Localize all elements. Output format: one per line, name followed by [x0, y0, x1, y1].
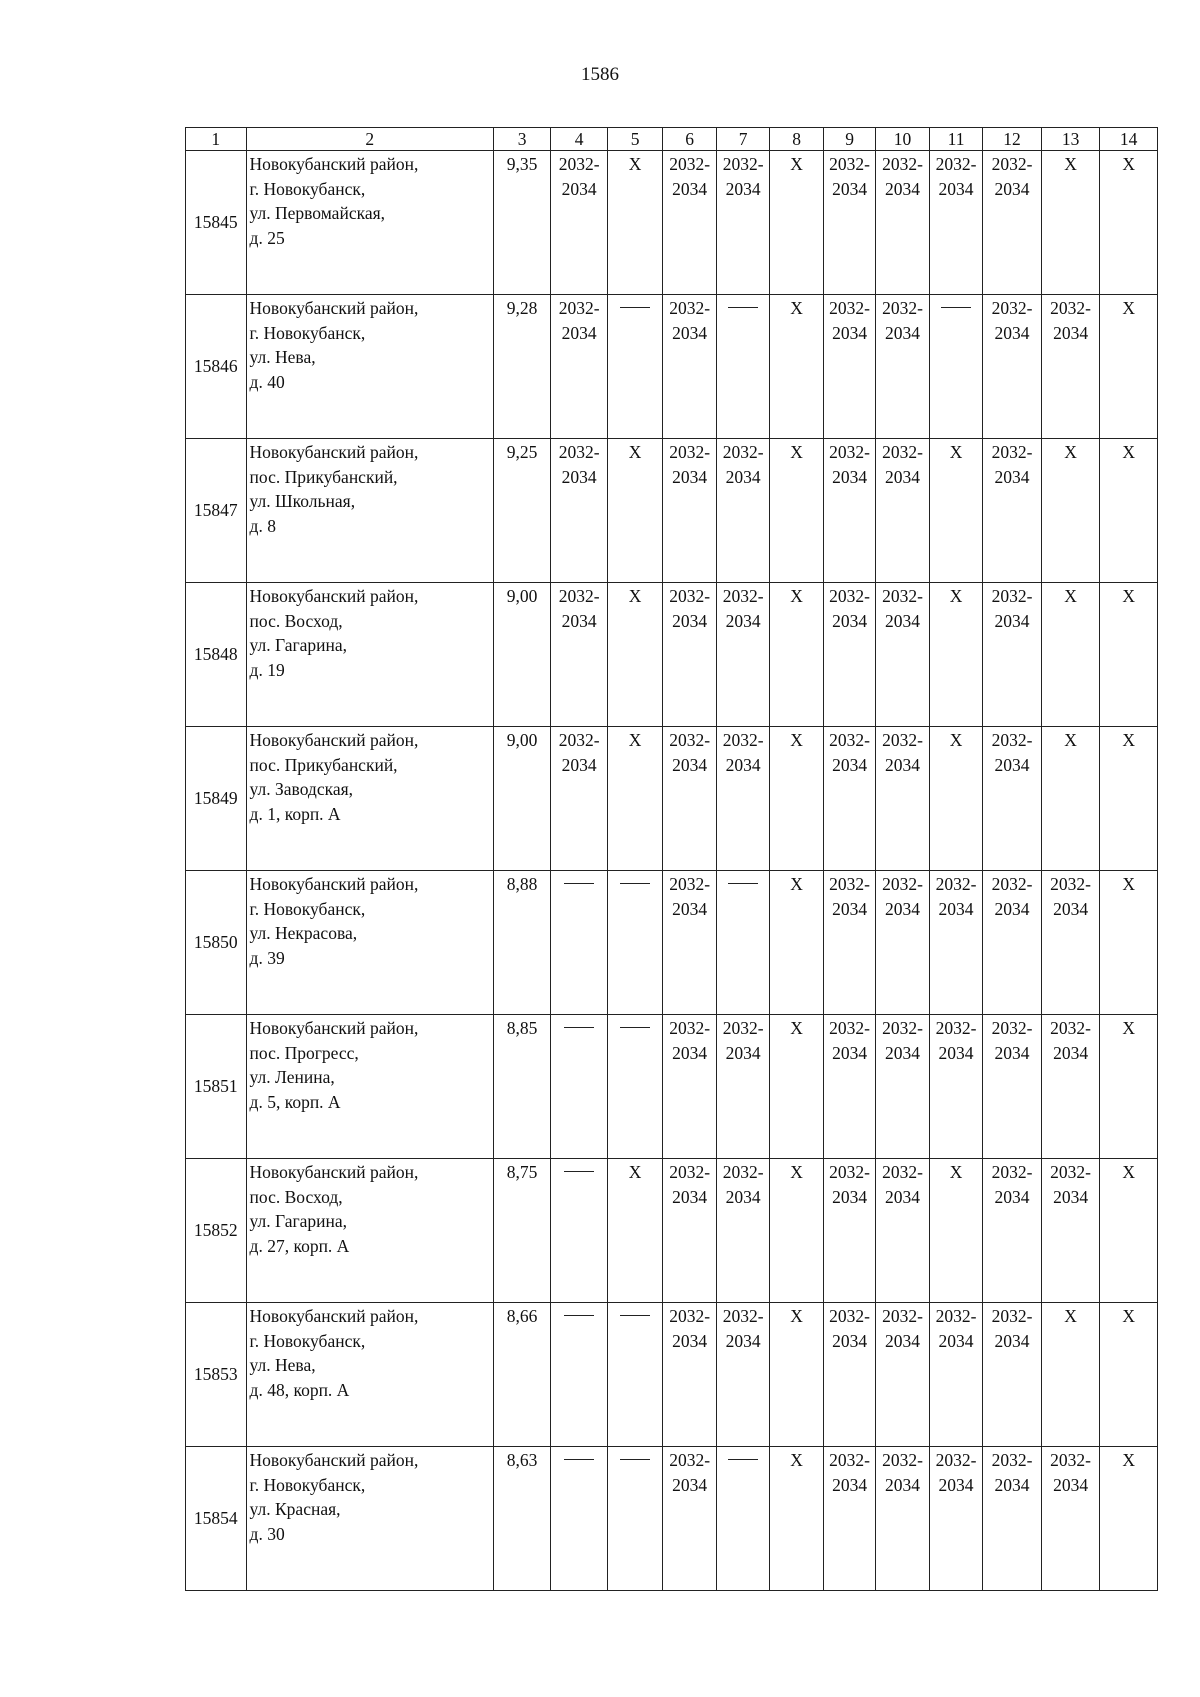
address-line: ул. Ленина, — [249, 1067, 335, 1087]
dash-mark — [564, 1315, 594, 1316]
table-row — [186, 727, 1158, 871]
table-row — [186, 583, 1158, 727]
address-cell — [246, 151, 493, 295]
value-cell: X — [607, 151, 663, 295]
value-cell: 2032- 2034 — [876, 439, 929, 583]
address-line: Новокубанский район, — [249, 586, 419, 606]
value-cell — [607, 871, 663, 1015]
area-value: 8,88 — [493, 871, 551, 1015]
value-cell: 2032- 2034 — [716, 583, 769, 727]
address-line: Новокубанский район, — [249, 154, 419, 174]
value-cell: 2032- 2034 — [876, 1159, 929, 1303]
value-cell: X — [1100, 1015, 1158, 1159]
value-cell: X — [1100, 871, 1158, 1015]
column-header: 1 — [186, 128, 247, 151]
value-cell — [607, 1447, 663, 1591]
value-cell: X — [770, 439, 823, 583]
value-cell: 2032- 2034 — [663, 1159, 716, 1303]
value-cell: 2032- 2034 — [716, 1159, 769, 1303]
value-cell: X — [607, 1159, 663, 1303]
value-cell: 2032- 2034 — [1041, 1015, 1100, 1159]
value-cell: X — [770, 151, 823, 295]
address-line: ул. Заводская, — [249, 779, 354, 799]
value-cell: 2032- 2034 — [983, 1303, 1042, 1447]
row-number: 15851 — [186, 1015, 247, 1159]
value-cell: X — [1100, 1303, 1158, 1447]
value-cell: X — [1100, 439, 1158, 583]
value-cell: 2032- 2034 — [823, 1303, 875, 1447]
value-cell: 2032- 2034 — [823, 727, 875, 871]
address-line: Новокубанский район, — [249, 730, 419, 750]
value-cell: X — [929, 727, 982, 871]
value-cell: X — [1100, 1447, 1158, 1591]
value-cell: X — [929, 583, 982, 727]
value-cell: 2032- 2034 — [663, 583, 716, 727]
table-row — [186, 1447, 1158, 1591]
dash-mark — [620, 307, 650, 308]
value-cell: 2032- 2034 — [716, 439, 769, 583]
value-cell: X — [1100, 151, 1158, 295]
address-line: г. Новокубанск, — [249, 898, 366, 919]
value-cell: X — [770, 1159, 823, 1303]
value-cell: 2032- 2034 — [823, 439, 875, 583]
row-number: 15852 — [186, 1159, 247, 1303]
row-number: 15845 — [186, 151, 247, 295]
value-cell: 2032- 2034 — [823, 295, 875, 439]
address-line: пос. Восход, — [249, 610, 343, 631]
value-cell — [716, 1447, 769, 1591]
address-line: ул. Гагарина, — [249, 1211, 348, 1231]
value-cell — [607, 1303, 663, 1447]
dash-mark — [728, 883, 758, 884]
dash-mark — [620, 1315, 650, 1316]
address-line: Новокубанский район, — [249, 1018, 419, 1038]
address-line: д. 27, корп. А — [249, 1235, 350, 1256]
value-cell: 2032- 2034 — [983, 1159, 1042, 1303]
value-cell: X — [1041, 1303, 1100, 1447]
table-row — [186, 871, 1158, 1015]
dash-mark — [564, 1171, 594, 1172]
value-cell: 2032- 2034 — [663, 1303, 716, 1447]
value-cell: X — [607, 583, 663, 727]
area-value: 8,75 — [493, 1159, 551, 1303]
value-cell: X — [770, 871, 823, 1015]
page-number: 1586 — [581, 64, 619, 85]
value-cell: 2032- 2034 — [663, 295, 716, 439]
value-cell: 2032- 2034 — [663, 151, 716, 295]
value-cell: X — [929, 1159, 982, 1303]
value-cell: 2032- 2034 — [929, 1015, 982, 1159]
row-number: 15846 — [186, 295, 247, 439]
value-cell: X — [1041, 151, 1100, 295]
address-line: пос. Прикубанский, — [249, 466, 398, 487]
value-cell: 2032- 2034 — [983, 439, 1042, 583]
address-line: Новокубанский район, — [249, 298, 419, 318]
value-cell — [551, 1303, 608, 1447]
column-header: 10 — [876, 128, 929, 151]
value-cell: 2032- 2034 — [983, 151, 1042, 295]
value-cell: 2032- 2034 — [823, 1015, 875, 1159]
address-cell — [246, 295, 493, 439]
address-line: д. 25 — [249, 227, 285, 248]
table-row — [186, 295, 1158, 439]
address-line: д. 48, корп. А — [249, 1379, 350, 1400]
address-cell — [246, 1159, 493, 1303]
value-cell: X — [770, 1015, 823, 1159]
value-cell: 2032- 2034 — [983, 1015, 1042, 1159]
column-header: 14 — [1100, 128, 1158, 151]
address-cell — [246, 583, 493, 727]
value-cell: 2032- 2034 — [876, 1303, 929, 1447]
table-row — [186, 439, 1158, 583]
value-cell: 2032- 2034 — [663, 871, 716, 1015]
area-value: 9,28 — [493, 295, 551, 439]
area-value: 8,85 — [493, 1015, 551, 1159]
value-cell: X — [1100, 1159, 1158, 1303]
address-line: д. 30 — [249, 1523, 285, 1544]
address-line: Новокубанский район, — [249, 1162, 419, 1182]
address-cell — [246, 1015, 493, 1159]
column-header: 7 — [716, 128, 769, 151]
value-cell: 2032- 2034 — [823, 1447, 875, 1591]
area-value: 9,35 — [493, 151, 551, 295]
value-cell: 2032- 2034 — [983, 1447, 1042, 1591]
value-cell: X — [1041, 727, 1100, 871]
value-cell: 2032- 2034 — [1041, 1159, 1100, 1303]
value-cell: X — [607, 439, 663, 583]
value-cell: 2032- 2034 — [551, 295, 608, 439]
value-cell: 2032- 2034 — [823, 151, 875, 295]
value-cell: 2032- 2034 — [929, 151, 982, 295]
address-line: г. Новокубанск, — [249, 1330, 366, 1351]
value-cell: 2032- 2034 — [823, 1159, 875, 1303]
area-value: 9,25 — [493, 439, 551, 583]
address-line: г. Новокубанск, — [249, 1474, 366, 1495]
column-header: 3 — [493, 128, 551, 151]
value-cell: 2032- 2034 — [929, 871, 982, 1015]
address-line: Новокубанский район, — [249, 874, 419, 894]
value-cell: 2032- 2034 — [876, 727, 929, 871]
address-line: д. 40 — [249, 371, 285, 392]
value-cell: 2032- 2034 — [551, 727, 608, 871]
dash-mark — [620, 1027, 650, 1028]
row-number: 15854 — [186, 1447, 247, 1591]
value-cell: X — [770, 295, 823, 439]
address-cell — [246, 1447, 493, 1591]
value-cell: 2032- 2034 — [983, 727, 1042, 871]
address-line: д. 1, корп. А — [249, 803, 341, 824]
value-cell — [716, 295, 769, 439]
value-cell: 2032- 2034 — [983, 871, 1042, 1015]
value-cell: 2032- 2034 — [876, 1447, 929, 1591]
address-cell — [246, 727, 493, 871]
address-line: ул. Некрасова, — [249, 923, 358, 943]
address-line: Новокубанский район, — [249, 1306, 419, 1326]
data-table — [185, 127, 1158, 1591]
dash-mark — [564, 1027, 594, 1028]
dash-mark — [620, 1459, 650, 1460]
address-line: д. 39 — [249, 947, 285, 968]
area-value: 9,00 — [493, 727, 551, 871]
value-cell: 2032- 2034 — [983, 295, 1042, 439]
value-cell: X — [929, 439, 982, 583]
dash-mark — [728, 1459, 758, 1460]
address-line: ул. Нева, — [249, 347, 316, 367]
value-cell — [551, 871, 608, 1015]
value-cell: X — [770, 1303, 823, 1447]
value-cell: 2032- 2034 — [876, 583, 929, 727]
area-value: 8,63 — [493, 1447, 551, 1591]
value-cell — [929, 295, 982, 439]
address-line: ул. Первомайская, — [249, 203, 386, 223]
value-cell: 2032- 2034 — [876, 1015, 929, 1159]
row-number: 15848 — [186, 583, 247, 727]
value-cell — [551, 1015, 608, 1159]
value-cell: 2032- 2034 — [929, 1447, 982, 1591]
table-row — [186, 1015, 1158, 1159]
value-cell: X — [770, 727, 823, 871]
column-header: 12 — [983, 128, 1042, 151]
value-cell: 2032- 2034 — [876, 871, 929, 1015]
value-cell: X — [1100, 727, 1158, 871]
value-cell: X — [1100, 583, 1158, 727]
value-cell: X — [1041, 583, 1100, 727]
address-line: г. Новокубанск, — [249, 178, 366, 199]
dash-mark — [620, 883, 650, 884]
value-cell — [551, 1447, 608, 1591]
value-cell: 2032- 2034 — [983, 583, 1042, 727]
value-cell: 2032- 2034 — [823, 583, 875, 727]
value-cell — [607, 295, 663, 439]
row-number: 15853 — [186, 1303, 247, 1447]
value-cell: X — [770, 1447, 823, 1591]
address-line: д. 5, корп. А — [249, 1091, 341, 1112]
dash-mark — [564, 883, 594, 884]
table-header-row — [186, 128, 1158, 151]
address-line: ул. Красная, — [249, 1499, 341, 1519]
table-row — [186, 151, 1158, 295]
dash-mark — [941, 307, 971, 308]
value-cell: 2032- 2034 — [823, 871, 875, 1015]
row-number: 15847 — [186, 439, 247, 583]
value-cell — [551, 1159, 608, 1303]
address-cell — [246, 439, 493, 583]
value-cell: 2032- 2034 — [551, 439, 608, 583]
value-cell: 2032- 2034 — [663, 439, 716, 583]
address-line: пос. Прогресс, — [249, 1042, 359, 1063]
value-cell — [607, 1015, 663, 1159]
value-cell: 2032- 2034 — [716, 1303, 769, 1447]
value-cell: 2032- 2034 — [663, 1015, 716, 1159]
row-number: 15849 — [186, 727, 247, 871]
value-cell: X — [607, 727, 663, 871]
value-cell: 2032- 2034 — [551, 151, 608, 295]
value-cell: 2032- 2034 — [876, 151, 929, 295]
value-cell: 2032- 2034 — [551, 583, 608, 727]
column-header: 5 — [607, 128, 663, 151]
value-cell: 2032- 2034 — [876, 295, 929, 439]
table-body — [186, 128, 1158, 1591]
address-line: д. 8 — [249, 515, 276, 536]
table-row — [186, 1159, 1158, 1303]
address-line: д. 19 — [249, 659, 285, 680]
column-header: 9 — [823, 128, 875, 151]
address-line: Новокубанский район, — [249, 442, 419, 462]
area-value: 9,00 — [493, 583, 551, 727]
column-header: 2 — [246, 128, 493, 151]
address-line: ул. Нева, — [249, 1355, 316, 1375]
address-line: пос. Прикубанский, — [249, 754, 398, 775]
address-cell — [246, 871, 493, 1015]
value-cell: 2032- 2034 — [1041, 871, 1100, 1015]
area-value: 8,66 — [493, 1303, 551, 1447]
address-cell — [246, 1303, 493, 1447]
row-number: 15850 — [186, 871, 247, 1015]
column-header: 8 — [770, 128, 823, 151]
value-cell: 2032- 2034 — [716, 1015, 769, 1159]
value-cell: 2032- 2034 — [1041, 1447, 1100, 1591]
value-cell: 2032- 2034 — [716, 151, 769, 295]
address-line: ул. Гагарина, — [249, 635, 348, 655]
value-cell: X — [770, 583, 823, 727]
value-cell: X — [1100, 295, 1158, 439]
column-header: 13 — [1041, 128, 1100, 151]
column-header: 6 — [663, 128, 716, 151]
column-header: 4 — [551, 128, 608, 151]
dash-mark — [564, 1459, 594, 1460]
value-cell — [716, 871, 769, 1015]
value-cell: 2032- 2034 — [663, 727, 716, 871]
value-cell: 2032- 2034 — [929, 1303, 982, 1447]
value-cell: X — [1041, 439, 1100, 583]
dash-mark — [728, 307, 758, 308]
value-cell: 2032- 2034 — [663, 1447, 716, 1591]
address-line: ул. Школьная, — [249, 491, 356, 511]
table-row — [186, 1303, 1158, 1447]
address-line: Новокубанский район, — [249, 1450, 419, 1470]
value-cell: 2032- 2034 — [716, 727, 769, 871]
address-line: пос. Восход, — [249, 1186, 343, 1207]
address-line: г. Новокубанск, — [249, 322, 366, 343]
column-header: 11 — [929, 128, 982, 151]
value-cell: 2032- 2034 — [1041, 295, 1100, 439]
